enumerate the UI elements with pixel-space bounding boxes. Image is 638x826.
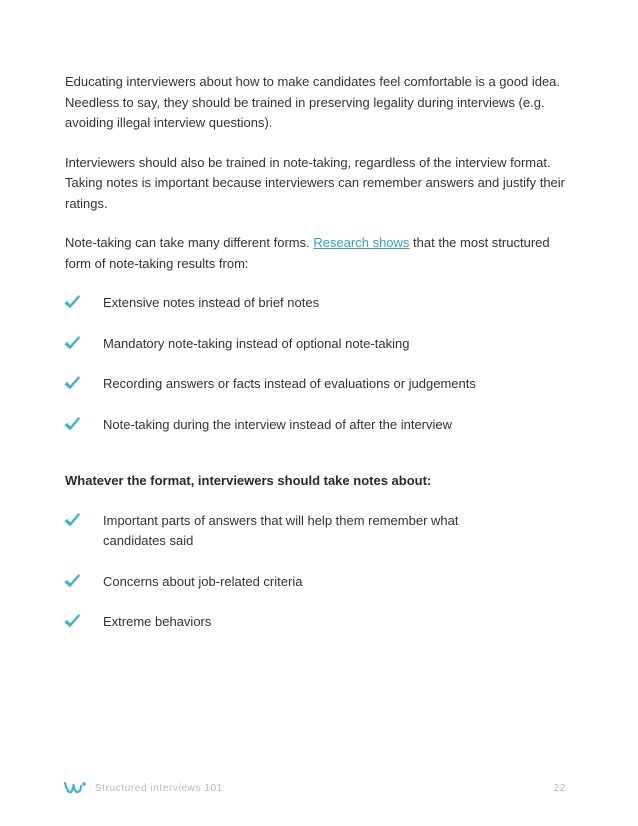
list-item-text: Concerns about job-related criteria [103, 573, 303, 589]
workable-logo-icon [64, 780, 88, 796]
check-icon [63, 511, 81, 529]
list-item [65, 511, 565, 552]
check-icon [63, 374, 81, 392]
note-taking-forms-list [65, 293, 565, 435]
page-number: 22 [553, 783, 566, 794]
list-item [65, 293, 565, 314]
notes-about-list [65, 511, 565, 633]
research-text-before: Note-taking can take many different forms. [65, 235, 314, 250]
list-item-text: Note-taking during the interview instead of after the interview [103, 416, 453, 432]
paragraph-research [65, 233, 565, 274]
list-item-text: Recording answers or facts instead of evaluations or judgements [103, 376, 476, 391]
list-item-text: Important parts of answers that will help them remember what candidates said [103, 512, 459, 548]
page-content [65, 72, 565, 653]
list-item [65, 334, 565, 355]
page-footer [64, 780, 566, 798]
list-item [65, 374, 565, 395]
paragraph-training: Educating interviewers about how to make candidates feel comfortable is a good idea. Needless to say, they should be trained in preserving legality during interviews (e.g. avoiding illegal interview questions). [65, 74, 561, 130]
paragraph-note-taking: Interviewers should also be trained in note-taking, regardless of the interview format. Taking notes is important because interviewers can remember answers and justify their ratings. [65, 154, 566, 211]
list-item-text: Mandatory note-taking instead of optional note-taking [103, 335, 410, 351]
footer-title: Structured interviews 101 [95, 783, 223, 794]
check-icon [63, 293, 81, 311]
check-icon [63, 334, 81, 352]
check-icon [63, 612, 81, 630]
list-item [65, 415, 565, 436]
list-item [65, 612, 565, 633]
list-item [65, 572, 565, 593]
check-icon [63, 415, 81, 433]
section-heading: Whatever the format, interviewers should take notes about: [65, 473, 432, 488]
check-icon [63, 572, 81, 590]
research-shows-link[interactable]: Research shows [313, 235, 410, 250]
research-text-after: that the most structured form of note-taking results from: [65, 235, 550, 271]
list-item-text: Extensive notes instead of brief notes [103, 295, 320, 310]
list-item-text: Extreme behaviors [103, 614, 212, 629]
